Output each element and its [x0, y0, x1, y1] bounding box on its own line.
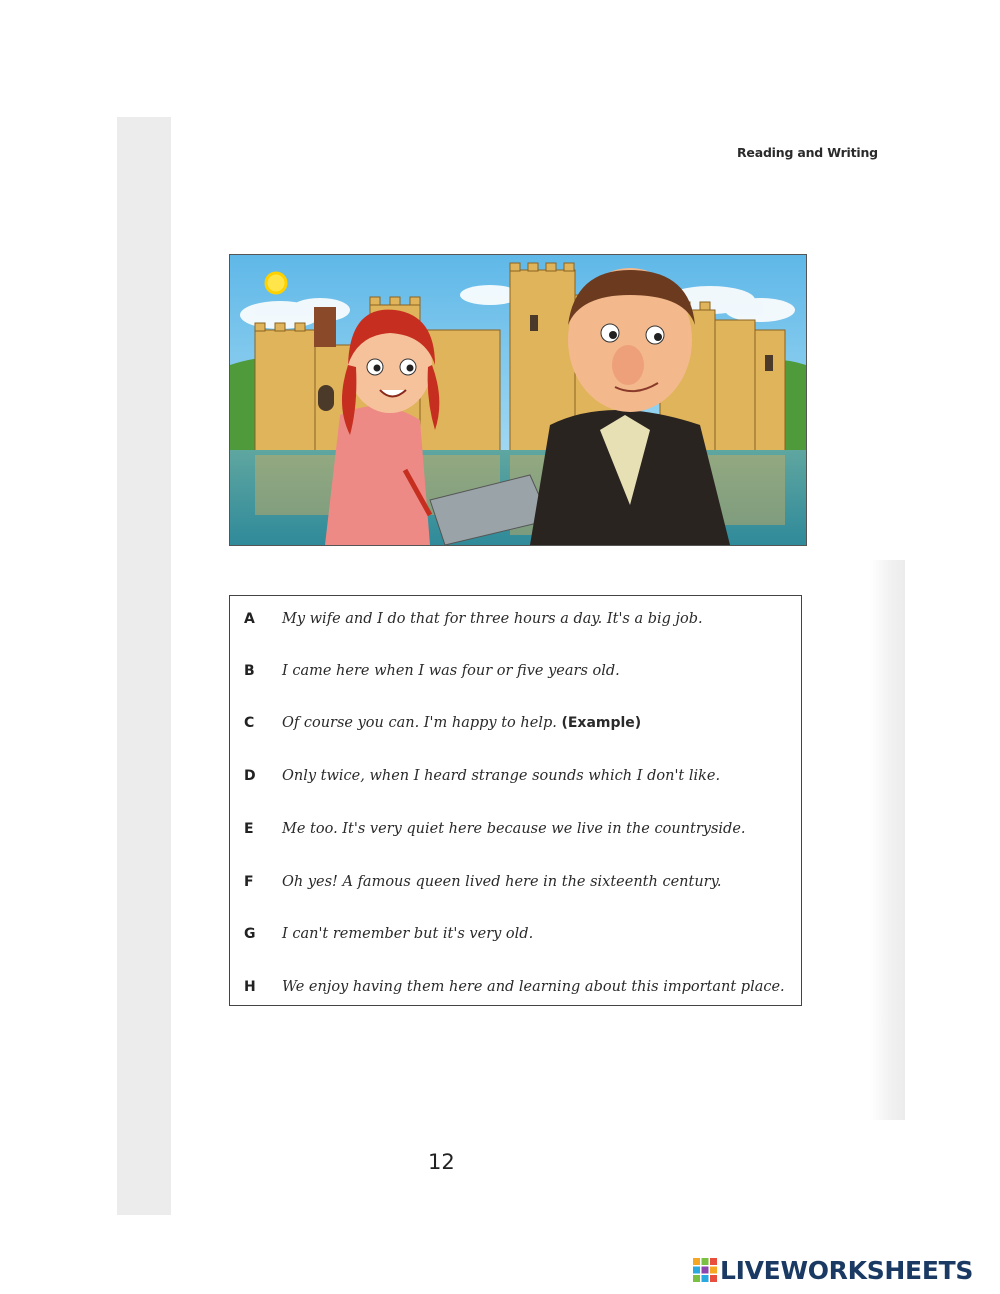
option-text: Me too. It's very quiet here because we live in the countryside. — [282, 821, 746, 837]
castle-scene-image — [229, 254, 807, 546]
option-text: My wife and I do that for three hours a day. It's a big job. — [282, 611, 703, 627]
option-text: Of course you can. I'm happy to help. (Example) — [282, 715, 642, 731]
option-letter: C — [244, 715, 255, 731]
liveworksheets-logo[interactable] — [693, 1253, 973, 1287]
section-title: Reading and Writing — [737, 145, 878, 160]
brand-name: LIVEWORKSHEETS — [720, 1255, 974, 1285]
option-letter: D — [244, 768, 256, 784]
option-text: Only twice, when I heard strange sounds which I don't like. — [282, 768, 721, 784]
option-text: Oh yes! A famous queen lived here in the sixteenth century. — [282, 874, 722, 890]
option-text: I came here when I was four or five years old. — [282, 663, 620, 679]
option-text: I can't remember but it's very old. — [282, 926, 534, 942]
option-letter: B — [244, 663, 255, 679]
option-letter: H — [244, 979, 256, 995]
option-letter: G — [244, 926, 256, 942]
page-gutter-shadow — [117, 117, 171, 1215]
option-letter: E — [244, 821, 254, 837]
example-label: (Example) — [561, 715, 642, 731]
answer-options-box — [229, 595, 802, 1006]
page-number: 12 — [428, 1150, 455, 1174]
liveworksheets-logo-icon — [693, 1258, 717, 1282]
option-letter: A — [244, 611, 255, 627]
option-letter: F — [244, 874, 254, 890]
option-text: We enjoy having them here and learning about this important place. — [282, 979, 785, 995]
page-edge-shadow — [870, 560, 905, 1120]
